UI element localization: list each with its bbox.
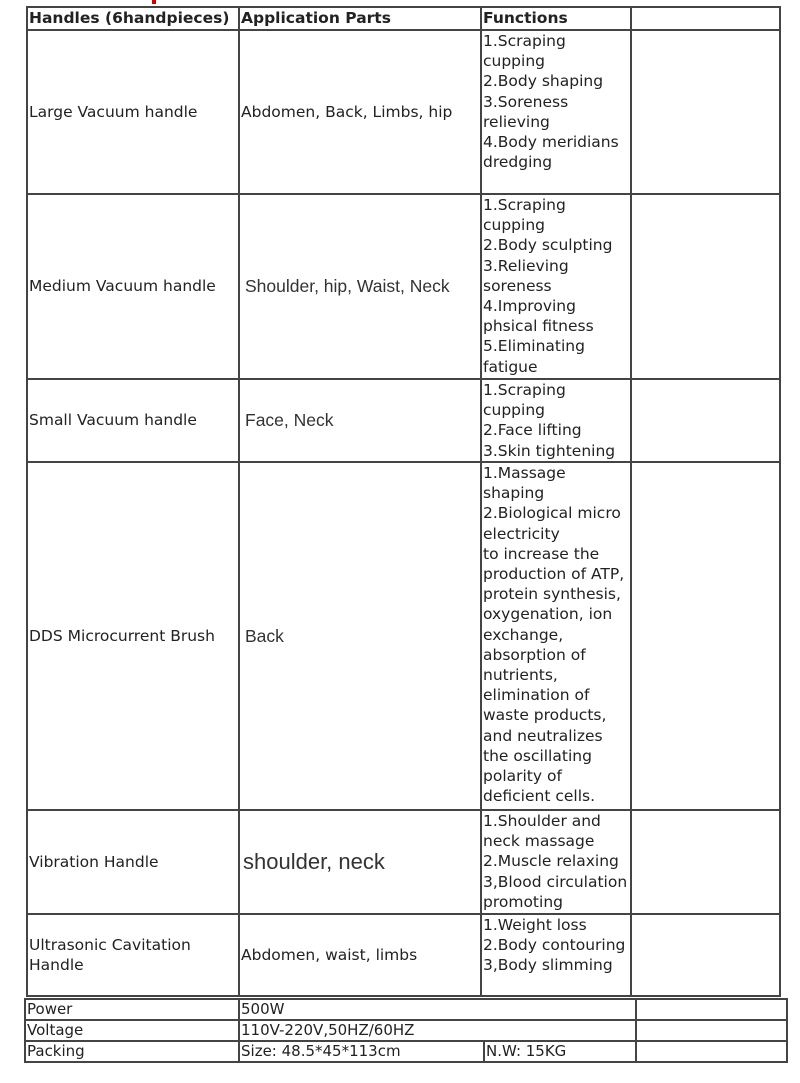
application-parts: Abdomen, waist, limbs [239,914,481,996]
function-line: fatigue [483,357,538,376]
header-handles: Handles (6handpieces) [27,7,239,30]
header-empty [631,7,780,30]
function-line: 2.Body shaping [483,72,604,91]
function-line: 2.Face lifting [483,421,582,440]
voltage-value: 110V-220V,50HZ/60HZ [239,1020,636,1041]
table-row [27,194,780,379]
function-line: absorption of [483,645,586,664]
function-line: 4.Improving [483,297,576,316]
function-line: to increase the [483,544,600,563]
power-row [25,999,787,1020]
function-line: polarity of [483,767,562,786]
empty-cell [631,810,780,914]
application-parts: Back [239,462,481,810]
function-line: cupping [483,216,545,235]
function-line: shaping [483,484,545,503]
header-row [27,7,780,30]
function-line: 2.Biological micro [483,504,621,523]
application-parts: Abdomen, Back, Limbs, hip [239,30,481,194]
function-line: 5.Eliminating [483,337,585,356]
handle-name: Vibration Handle [27,810,239,914]
handle-name: Large Vacuum handle [27,30,239,194]
function-line: 1.Scraping [483,32,566,50]
specs-table [24,998,788,1063]
packing-size: Size: 48.5*45*113cm [239,1041,484,1062]
function-line: deficient cells. [483,787,596,806]
handle-name: DDS Microcurrent Brush [27,462,239,810]
packing-row [25,1041,787,1062]
handles-table [26,6,781,997]
header-functions: Functions [481,7,631,30]
functions-cell [481,810,631,914]
application-parts: Face, Neck [239,379,481,462]
function-line: nutrients, [483,666,558,685]
empty-cell [636,1020,787,1041]
function-line: elimination of [483,686,590,705]
function-line: cupping [483,401,545,420]
voltage-row [25,1020,787,1041]
function-line: and neutralizes [483,726,603,745]
empty-cell [636,999,787,1020]
function-line: waste products, [483,706,607,725]
function-line: 2.Muscle relaxing [483,852,619,871]
function-line: promoting [483,892,563,911]
handle-name: Medium Vacuum handle [27,194,239,379]
function-line: 2.Body sculpting [483,236,613,255]
packing-label: Packing [25,1041,239,1062]
functions-cell [481,30,631,194]
function-line: 3,Blood circulation [483,872,628,891]
functions-cell [481,462,631,810]
table-row [27,379,780,462]
function-line: oxygenation, ion [483,605,613,624]
function-line: 2.Body contouring [483,936,626,955]
handle-name: Ultrasonic Cavitation Handle [27,914,239,996]
empty-cell [631,914,780,996]
function-line: 3.Soreness [483,92,569,111]
empty-cell [631,30,780,194]
function-line: the oscillating [483,746,592,765]
function-line: neck massage [483,832,595,851]
function-line: 1.Scraping [483,381,566,399]
function-line: 1.Scraping [483,196,566,214]
handle-name: Small Vacuum handle [27,379,239,462]
function-line: soreness [483,276,552,295]
functions-cell [481,194,631,379]
functions-cell [481,914,631,996]
function-line: 1.Shoulder and [483,812,601,830]
red-mark [152,0,156,4]
function-line: protein synthesis, [483,585,621,604]
empty-cell [636,1041,787,1062]
power-value: 500W [239,999,636,1020]
function-line: 3.Relieving [483,256,569,275]
function-line: 3.Skin tightening [483,441,616,460]
table-row [27,30,780,194]
power-label: Power [25,999,239,1020]
empty-cell [631,194,780,379]
empty-cell [631,462,780,810]
function-line: cupping [483,52,545,71]
function-line: 3,Body slimming [483,956,613,975]
function-line: electricity [483,524,560,543]
function-line: phsical fitness [483,317,594,336]
empty-cell [631,379,780,462]
header-application-parts: Application Parts [239,7,481,30]
function-line: dredging [483,153,553,172]
packing-weight: N.W: 15KG [484,1041,636,1062]
function-line: relieving [483,112,550,131]
table-row [27,810,780,914]
table-row [27,914,780,996]
application-parts: Shoulder, hip, Waist, Neck [239,194,481,379]
function-line: 4.Body meridians [483,133,619,152]
application-parts: shoulder, neck [239,810,481,914]
function-line: exchange, [483,625,564,644]
voltage-label: Voltage [25,1020,239,1041]
function-line: production of ATP, [483,565,625,584]
table-row [27,462,780,810]
function-line: 1.Massage [483,464,566,482]
function-line: 1.Weight loss [483,916,587,934]
functions-cell [481,379,631,462]
